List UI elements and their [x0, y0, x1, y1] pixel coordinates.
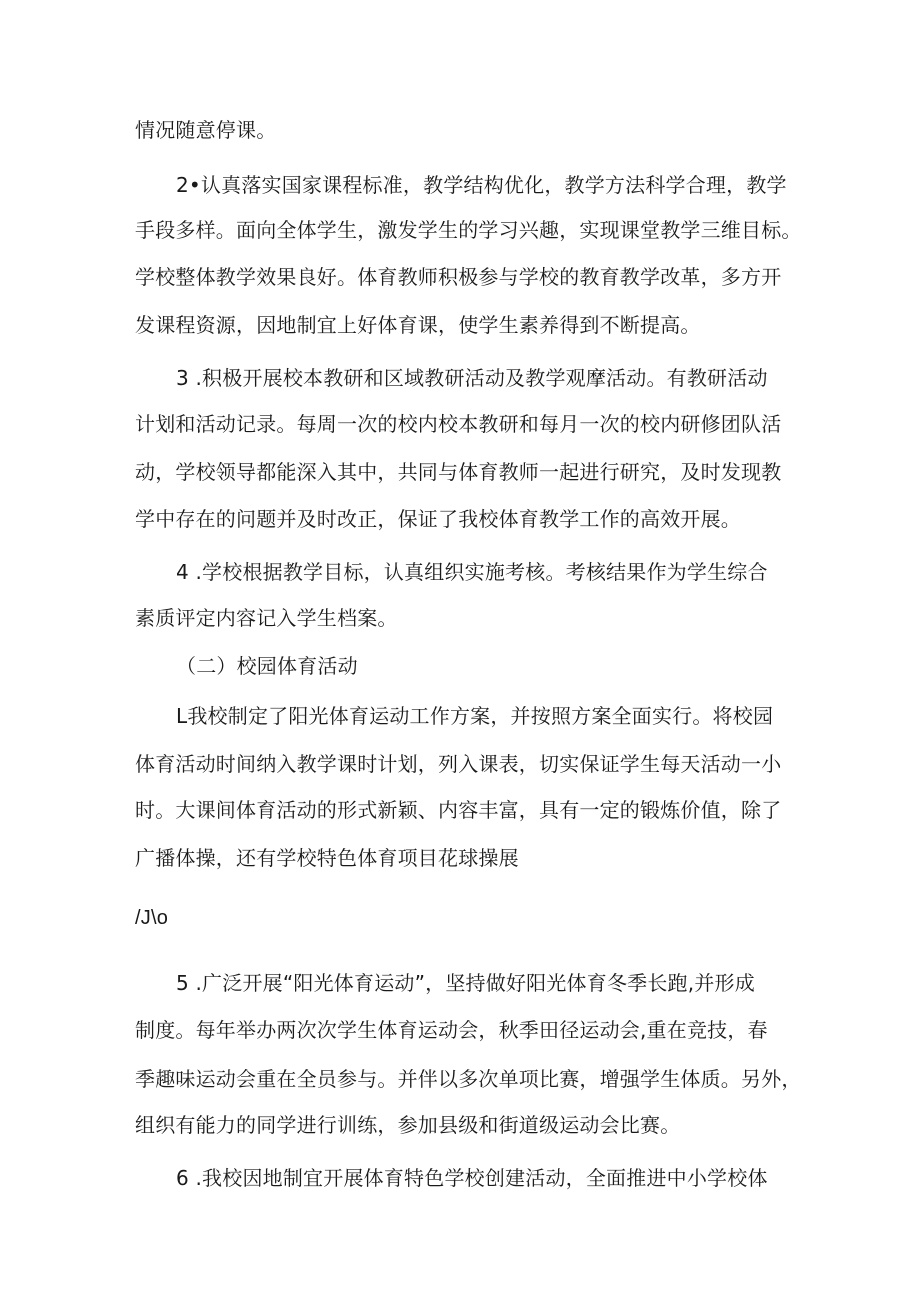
text-line: 时。大课间体育活动的形式新颖、内容丰富，具有一定的锻炼价值，除了 — [135, 798, 782, 822]
paragraph-l-start: L我校制定了阳光体育运动工作方案，并按照方案全面实行。将校园 — [176, 704, 774, 728]
text-line: 素质评定内容记入学生档案。 — [135, 606, 398, 630]
text-line: 体育活动时间纳入教学课时计划，列入课表，切实保证学生每天活动一小 — [135, 752, 782, 776]
text-line: 计划和活动记录。每周一次的校内校本教研和每月一次的校内研修团队活 — [135, 412, 782, 436]
text-line: 组织有能力的同学进行训练，参加县级和街道级运动会比赛。 — [135, 1113, 681, 1137]
section-heading: （二）校园体育活动 — [176, 654, 358, 678]
paragraph-5-start: 5 .广泛开展“阳光体育运动”，坚持做好阳光体育冬季长跑,并形成 — [176, 971, 755, 995]
text-line: 手段多样。面向全体学生，激发学生的学习兴趣，实现课堂教学三维目标。 — [135, 218, 802, 242]
paragraph-6-start: 6 .我校因地制宜开展体育特色学校创建活动，全面推进中小学校体 — [176, 1166, 768, 1190]
text-line: 动，学校领导都能深入其中，共同与体育教师一起进行研究，及时发现教 — [135, 460, 782, 484]
text-line: 制度。每年举办两次次学生体育运动会，秋季田径运动会,重在竞技，春 — [135, 1018, 768, 1042]
paragraph-2-start: 2•认真落实国家课程标准，教学结构优化，教学方法科学合理，教学 — [176, 173, 787, 197]
text-line: 发课程资源，因地制宜上好体育课，使学生素养得到不断提高。 — [135, 313, 701, 337]
ocr-fragment: /J\o — [135, 907, 169, 929]
text-line: 季趣味运动会重在全员参与。并伴以多次单项比赛，增强学生体质。另外， — [135, 1067, 802, 1091]
text-line: 广播体操，还有学校特色体育项目花球操展 — [135, 846, 519, 870]
paragraph-4-start: 4 .学校根据教学目标，认真组织实施考核。考核结果作为学生综合 — [176, 560, 768, 584]
text-line: 情况随意停课。 — [135, 118, 277, 142]
text-line: 学校整体教学效果良好。体育教师积极参与学校的教育教学改革，多方开 — [135, 265, 782, 289]
paragraph-3-start: 3 .积极开展校本教研和区域教研活动及教学观摩活动。有教研活动 — [176, 366, 768, 390]
text-line: 学中存在的问题并及时改正，保证了我校体育教学工作的高效开展。 — [135, 507, 741, 531]
